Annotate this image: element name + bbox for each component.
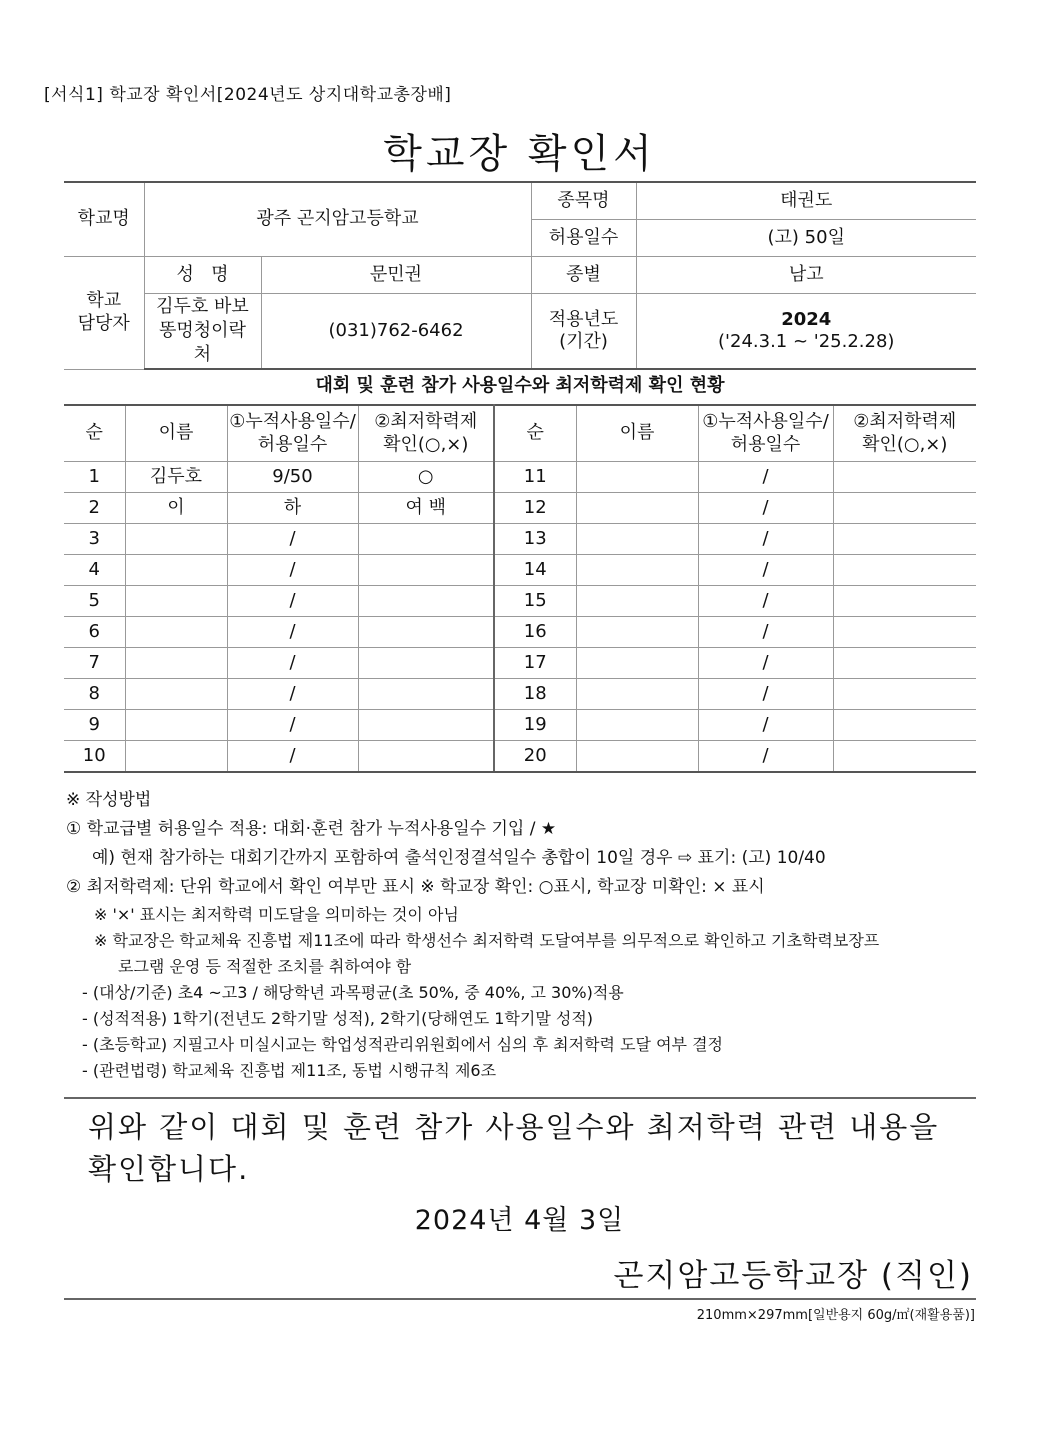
cell-no: 19 <box>494 710 576 741</box>
header-academic-right: ②최저학력제 확인(○,×) <box>833 405 976 462</box>
table-row <box>64 679 976 710</box>
cell-no: 3 <box>64 524 125 555</box>
header-no: 순 <box>64 405 125 462</box>
table-row <box>64 710 976 741</box>
header-days-right: ①누적사용일수/ 허용일수 <box>698 405 833 462</box>
cell-no: 11 <box>494 462 576 493</box>
cell-academic <box>833 617 976 648</box>
cell-name <box>125 710 227 741</box>
cell-days: / <box>698 462 833 493</box>
year-label: 적용년도 (기간) <box>531 294 636 370</box>
divider-bottom <box>64 1298 976 1300</box>
cell-no: 2 <box>64 493 125 524</box>
student-list-table <box>64 404 976 773</box>
manager-label: 학교 담당자 <box>64 257 144 370</box>
cell-days: / <box>227 679 358 710</box>
scribble-text: 김두호 바보 똥멍청이락 처 <box>144 294 261 370</box>
cell-name <box>125 617 227 648</box>
cell-days: / <box>698 679 833 710</box>
school-info-table <box>64 181 976 370</box>
note-dash-1: - (대상/기준) 초4 ~고3 / 해당학년 과목평균(초 50%, 중 40%, 고 30%)적용 <box>82 983 624 1002</box>
cell-name <box>576 679 698 710</box>
cell-name: 김두호 <box>125 462 227 493</box>
cell-academic: ○ <box>358 462 494 493</box>
form-label: [서식1] 학교장 확인서[2024년도 상지대학교총장배] <box>44 85 452 105</box>
sport-label: 종목명 <box>531 182 636 220</box>
cell-no: 7 <box>64 648 125 679</box>
cell-days: / <box>698 741 833 773</box>
period-value: ('24.3.1 ~ '25.2.28) <box>718 331 895 352</box>
cell-days: / <box>698 586 833 617</box>
cell-no: 14 <box>494 555 576 586</box>
school-name-value: 광주 곤지암고등학교 <box>144 182 531 257</box>
document-title: 학교장 확인서 <box>383 131 656 177</box>
cell-academic <box>833 648 976 679</box>
cell-no: 9 <box>64 710 125 741</box>
cell-name <box>125 679 227 710</box>
cell-academic <box>833 524 976 555</box>
gender-label: 종별 <box>531 257 636 294</box>
manager-name-label: 성 명 <box>144 257 261 294</box>
notes-heading: ※ 작성방법 <box>66 790 152 810</box>
sport-value: 태권도 <box>636 182 976 220</box>
table-row <box>64 493 976 524</box>
school-name-label: 학교명 <box>64 182 144 257</box>
cell-days: / <box>698 524 833 555</box>
header-days: ①누적사용일수/ 허용일수 <box>227 405 358 462</box>
cell-days: / <box>227 586 358 617</box>
cell-academic <box>358 617 494 648</box>
header-no-right: 순 <box>494 405 576 462</box>
note-sub-1: ※ '×' 표시는 최저학력 미도달을 의미하는 것이 아님 <box>94 905 459 924</box>
table-row <box>64 586 976 617</box>
note-item-1: ① 학교급별 허용일수 적용: 대회·훈련 참가 누적사용일수 기입 / ★ <box>66 819 557 839</box>
cell-name <box>125 586 227 617</box>
cell-name <box>576 741 698 773</box>
cell-no: 1 <box>64 462 125 493</box>
cell-name: 이 <box>125 493 227 524</box>
cell-no: 12 <box>494 493 576 524</box>
cell-academic <box>358 586 494 617</box>
cell-name <box>125 524 227 555</box>
cell-no: 6 <box>64 617 125 648</box>
cell-days: / <box>698 555 833 586</box>
confirmation-text: 위와 같이 대회 및 훈련 참가 사용일수와 최저학력 관련 내용을 확인합니다. <box>88 1110 940 1186</box>
cell-academic <box>833 555 976 586</box>
cell-name <box>576 524 698 555</box>
table-row <box>64 524 976 555</box>
table-row <box>64 555 976 586</box>
gender-value: 남고 <box>636 257 976 294</box>
cell-days: / <box>698 648 833 679</box>
cell-academic <box>358 741 494 773</box>
note-dash-2: - (성적적용) 1학기(전년도 2학기말 성적), 2학기(당해연도 1학기말 성적) <box>82 1009 594 1028</box>
cell-academic <box>833 710 976 741</box>
year-value: 2024 <box>781 308 832 330</box>
cell-days: / <box>227 710 358 741</box>
cell-days: / <box>227 648 358 679</box>
header-name-right: 이름 <box>576 405 698 462</box>
table-row <box>64 741 976 773</box>
table-row <box>64 648 976 679</box>
cell-no: 17 <box>494 648 576 679</box>
cell-academic: 여 백 <box>358 493 494 524</box>
cell-no: 15 <box>494 586 576 617</box>
note-dash-4: - (관련법령) 학교체육 진흥법 제11조, 동법 시행규칙 제6조 <box>82 1061 497 1080</box>
cell-name <box>576 586 698 617</box>
allowed-days-value: (고) 50일 <box>636 220 976 257</box>
cell-name <box>576 648 698 679</box>
issue-date: 2024년 4월 3일 <box>414 1205 625 1236</box>
cell-name <box>576 493 698 524</box>
cell-academic <box>358 555 494 586</box>
cell-name <box>125 648 227 679</box>
cell-days: 9/50 <box>227 462 358 493</box>
list-title: 대회 및 훈련 참가 사용일수와 최저학력제 확인 현황 <box>315 375 725 396</box>
paper-spec: 210mm×297mm[일반용지 60g/㎡(재활용품)] <box>696 1308 975 1323</box>
cell-days: / <box>227 555 358 586</box>
cell-days: / <box>227 617 358 648</box>
list-header-row <box>64 405 976 462</box>
table-row <box>64 617 976 648</box>
header-academic: ②최저학력제 확인(○,×) <box>358 405 494 462</box>
cell-days: / <box>698 493 833 524</box>
note-sub-2a: ※ 학교장은 학교체육 진흥법 제11조에 따라 학생선수 최저학력 도달여부를 의무적으로 확인하고 기초학력보장프 <box>94 931 880 950</box>
cell-no: 5 <box>64 586 125 617</box>
note-item-2: ② 최저학력제: 단위 학교에서 확인 여부만 표시 ※ 학교장 확인: ○표시, 학교장 미확인: × 표시 <box>66 877 765 897</box>
year-cell <box>636 294 976 370</box>
manager-name-value: 문민권 <box>261 257 531 294</box>
allowed-days-label: 허용일수 <box>531 220 636 257</box>
cell-academic <box>358 524 494 555</box>
cell-academic <box>833 493 976 524</box>
cell-days: / <box>698 617 833 648</box>
cell-days: / <box>227 741 358 773</box>
divider-top <box>64 1097 976 1099</box>
cell-no: 13 <box>494 524 576 555</box>
cell-academic <box>833 679 976 710</box>
principal-signature: 곤지암고등학교장 (직인) <box>613 1258 973 1294</box>
cell-name <box>125 741 227 773</box>
cell-days: / <box>698 710 833 741</box>
cell-no: 8 <box>64 679 125 710</box>
note-dash-3: - (초등학교) 지필고사 미실시교는 학업성적관리위원회에서 심의 후 최저학력 도달 여부 결정 <box>82 1035 723 1054</box>
cell-no: 4 <box>64 555 125 586</box>
cell-academic <box>358 648 494 679</box>
cell-no: 16 <box>494 617 576 648</box>
cell-academic <box>833 462 976 493</box>
phone-value: (031)762-6462 <box>261 294 531 370</box>
cell-days: / <box>227 524 358 555</box>
cell-academic <box>358 710 494 741</box>
cell-name <box>125 555 227 586</box>
writing-instructions <box>66 786 986 1084</box>
cell-academic <box>833 741 976 773</box>
cell-name <box>576 555 698 586</box>
cell-no: 18 <box>494 679 576 710</box>
table-row <box>64 462 976 493</box>
cell-name <box>576 710 698 741</box>
cell-days: 하 <box>227 493 358 524</box>
cell-academic <box>833 586 976 617</box>
note-sub-2b: 로그램 운영 등 적절한 조치를 취하여야 함 <box>118 957 412 976</box>
cell-no: 20 <box>494 741 576 773</box>
header-name: 이름 <box>125 405 227 462</box>
cell-name <box>576 617 698 648</box>
cell-no: 10 <box>64 741 125 773</box>
note-item-1-example: 예) 현재 참가하는 대회기간까지 포함하여 출석인정결석일수 총합이 10일 경우 ⇨ 표기: (고) 10/40 <box>92 848 826 868</box>
cell-academic <box>358 679 494 710</box>
cell-name <box>576 462 698 493</box>
